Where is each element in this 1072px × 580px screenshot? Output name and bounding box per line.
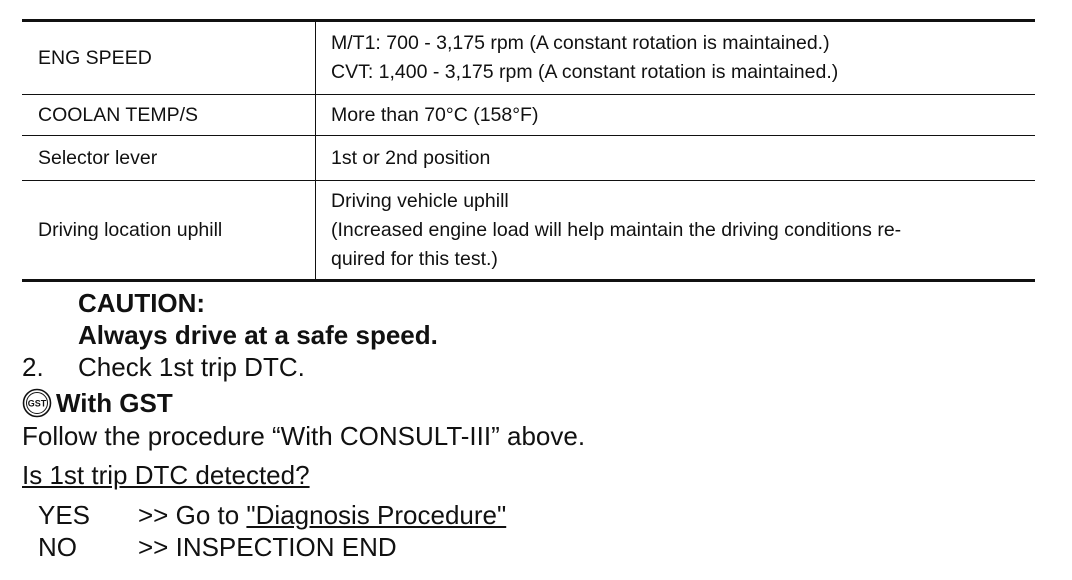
answer-list — [38, 499, 506, 563]
gst-heading-text: With GST — [56, 388, 173, 418]
gst-icon-label: GST — [27, 398, 47, 409]
table-cell-item: COOLAN TEMP/S — [22, 95, 316, 136]
caution-title: CAUTION: — [78, 288, 206, 318]
table-row — [22, 136, 1035, 181]
value-line: M/T1: 700 - 3,175 rpm (A constant rotation is maintained.) — [331, 32, 830, 54]
step-number: 2. — [22, 352, 44, 382]
table-row — [22, 95, 1035, 136]
answer-no-key: NO — [38, 532, 77, 562]
table-cell-item: Driving location uphill — [22, 181, 316, 281]
conditions-table — [22, 19, 1035, 282]
gst-icon — [22, 388, 52, 418]
table-row — [22, 21, 1035, 95]
table-cell-value — [316, 181, 1036, 281]
answer-yes-key: YES — [38, 500, 91, 530]
value-line: More than 70°C (158°F) — [331, 103, 539, 126]
step-item — [22, 351, 305, 383]
diagnosis-procedure-link[interactable]: "Diagnosis Procedure" — [246, 500, 507, 530]
caution-block — [78, 287, 438, 351]
value-line: (Increased engine load will help maintain the driving conditions re- — [331, 218, 902, 241]
table-row — [22, 181, 1035, 281]
answer-no-text: >> INSPECTION END — [138, 532, 397, 562]
value-line: CVT: 1,400 - 3,175 rpm (A constant rotation is maintained.) — [331, 61, 839, 83]
gst-heading — [22, 387, 173, 419]
caution-text: Always drive at a safe speed. — [78, 320, 438, 350]
answer-yes-prefix: >> Go to — [138, 500, 247, 530]
value-line: Driving vehicle uphill — [331, 189, 509, 212]
step-text: Check 1st trip DTC. — [78, 352, 305, 382]
value-line: quired for this test.) — [331, 247, 498, 270]
table-cell-item: Selector lever — [22, 136, 316, 181]
table-cell-value — [316, 136, 1036, 181]
question-text: Is 1st trip DTC detected? — [22, 460, 310, 490]
value-line: 1st or 2nd position — [331, 146, 491, 169]
answer-yes — [38, 499, 506, 531]
gst-instruction: Follow the procedure “With CONSULT-III” above. — [22, 421, 586, 451]
table-cell-value — [316, 21, 1036, 95]
answer-no — [38, 531, 506, 563]
table-cell-value — [316, 95, 1036, 136]
table-cell-item: ENG SPEED — [22, 21, 316, 95]
